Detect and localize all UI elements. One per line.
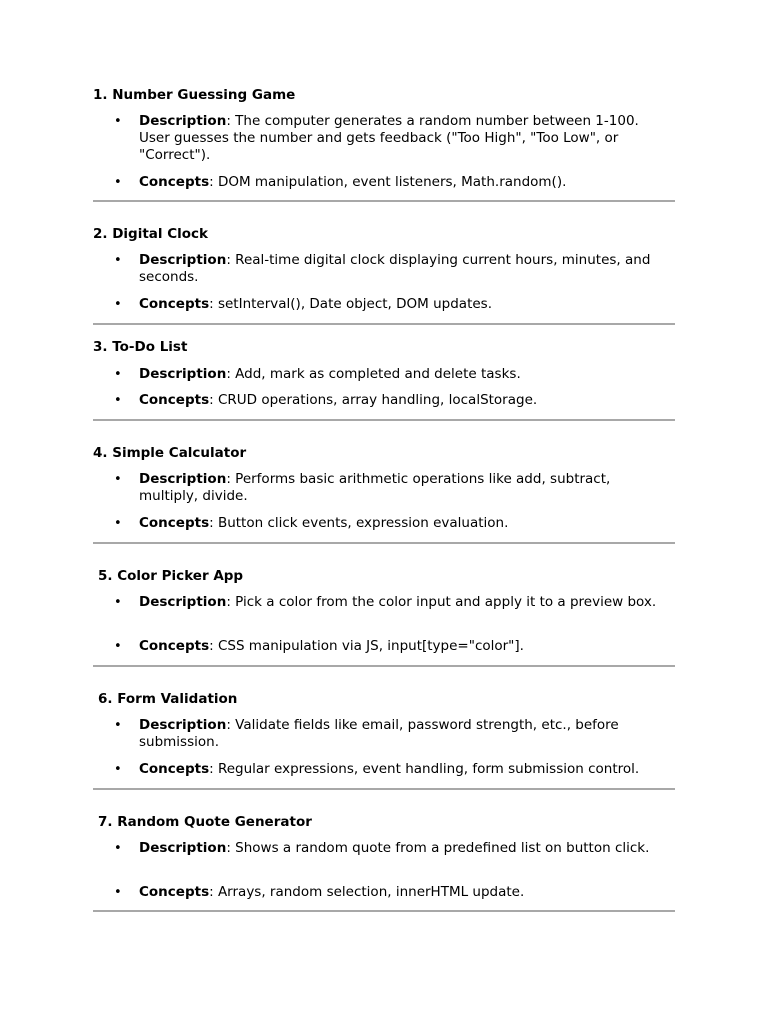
description-text xyxy=(139,840,669,857)
bullet-icon: • xyxy=(114,472,122,487)
project-title: 6. Form Validation xyxy=(98,691,238,707)
concepts-label: Concepts xyxy=(139,884,210,900)
description-value: : Add, mark as completed and delete tasks. xyxy=(226,366,521,382)
concepts-label: Concepts xyxy=(139,296,210,312)
description-label: Description xyxy=(139,252,227,268)
description-text xyxy=(139,366,669,383)
description-text xyxy=(139,594,669,611)
bullet-icon: • xyxy=(114,718,122,733)
description-label: Description xyxy=(139,717,227,733)
description-text xyxy=(139,252,669,286)
description-value: : Performs basic arithmetic operations like add, subtract, multiply, divide. xyxy=(139,471,611,504)
concepts-text xyxy=(139,638,669,655)
concepts-text xyxy=(139,515,669,532)
section-divider xyxy=(93,665,675,667)
concepts-text xyxy=(139,174,669,191)
section-divider xyxy=(93,910,675,912)
concepts-label: Concepts xyxy=(139,761,210,777)
description-value: : Real-time digital clock displaying current hours, minutes, and seconds. xyxy=(139,252,651,285)
bullet-icon: • xyxy=(114,393,122,408)
section-divider xyxy=(93,200,675,202)
concepts-value: : Button click events, expression evaluation. xyxy=(209,515,509,531)
project-title: 7. Random Quote Generator xyxy=(98,814,312,830)
concepts-label: Concepts xyxy=(139,392,210,408)
description-label: Description xyxy=(139,113,227,129)
concepts-label: Concepts xyxy=(139,174,210,190)
description-value: : Shows a random quote from a predefined list on button click. xyxy=(226,840,650,856)
concepts-value: : CSS manipulation via JS, input[type="color"]. xyxy=(209,638,524,654)
description-label: Description xyxy=(139,366,227,382)
bullet-icon: • xyxy=(114,367,122,382)
section-divider xyxy=(93,542,675,544)
bullet-icon: • xyxy=(114,175,122,190)
description-label: Description xyxy=(139,840,227,856)
concepts-label: Concepts xyxy=(139,515,210,531)
bullet-icon: • xyxy=(114,841,122,856)
project-title: 2. Digital Clock xyxy=(93,226,209,242)
concepts-value: : DOM manipulation, event listeners, Math.random(). xyxy=(209,174,567,190)
concepts-text xyxy=(139,296,669,313)
description-value: : Validate fields like email, password strength, etc., before submission. xyxy=(139,717,619,750)
description-text xyxy=(139,717,669,751)
section-divider xyxy=(93,788,675,790)
concepts-value: : CRUD operations, array handling, localStorage. xyxy=(209,392,538,408)
project-title: 1. Number Guessing Game xyxy=(93,87,296,103)
description-value: : The computer generates a random number between 1-100. User guesses the number and gets feedback ("Too High", "Too Low", or "Correct"). xyxy=(139,113,639,163)
section-divider xyxy=(93,323,675,325)
concepts-label: Concepts xyxy=(139,638,210,654)
concepts-text xyxy=(139,392,669,409)
bullet-icon: • xyxy=(114,114,122,129)
bullet-icon: • xyxy=(114,516,122,531)
concepts-text xyxy=(139,884,669,901)
bullet-icon: • xyxy=(114,253,122,268)
description-text xyxy=(139,471,669,505)
project-title: 5. Color Picker App xyxy=(98,568,244,584)
concepts-value: : Arrays, random selection, innerHTML update. xyxy=(209,884,525,900)
bullet-icon: • xyxy=(114,639,122,654)
concepts-value: : setInterval(), Date object, DOM updates. xyxy=(209,296,492,312)
project-title: 4. Simple Calculator xyxy=(93,445,247,461)
bullet-icon: • xyxy=(114,762,122,777)
description-value: : Pick a color from the color input and apply it to a preview box. xyxy=(226,594,657,610)
bullet-icon: • xyxy=(114,595,122,610)
concepts-text xyxy=(139,761,669,778)
description-text xyxy=(139,113,669,164)
description-label: Description xyxy=(139,594,227,610)
section-divider xyxy=(93,419,675,421)
bullet-icon: • xyxy=(114,885,122,900)
concepts-value: : Regular expressions, event handling, form submission control. xyxy=(209,761,640,777)
description-label: Description xyxy=(139,471,227,487)
bullet-icon: • xyxy=(114,297,122,312)
project-title: 3. To-Do List xyxy=(93,339,188,355)
